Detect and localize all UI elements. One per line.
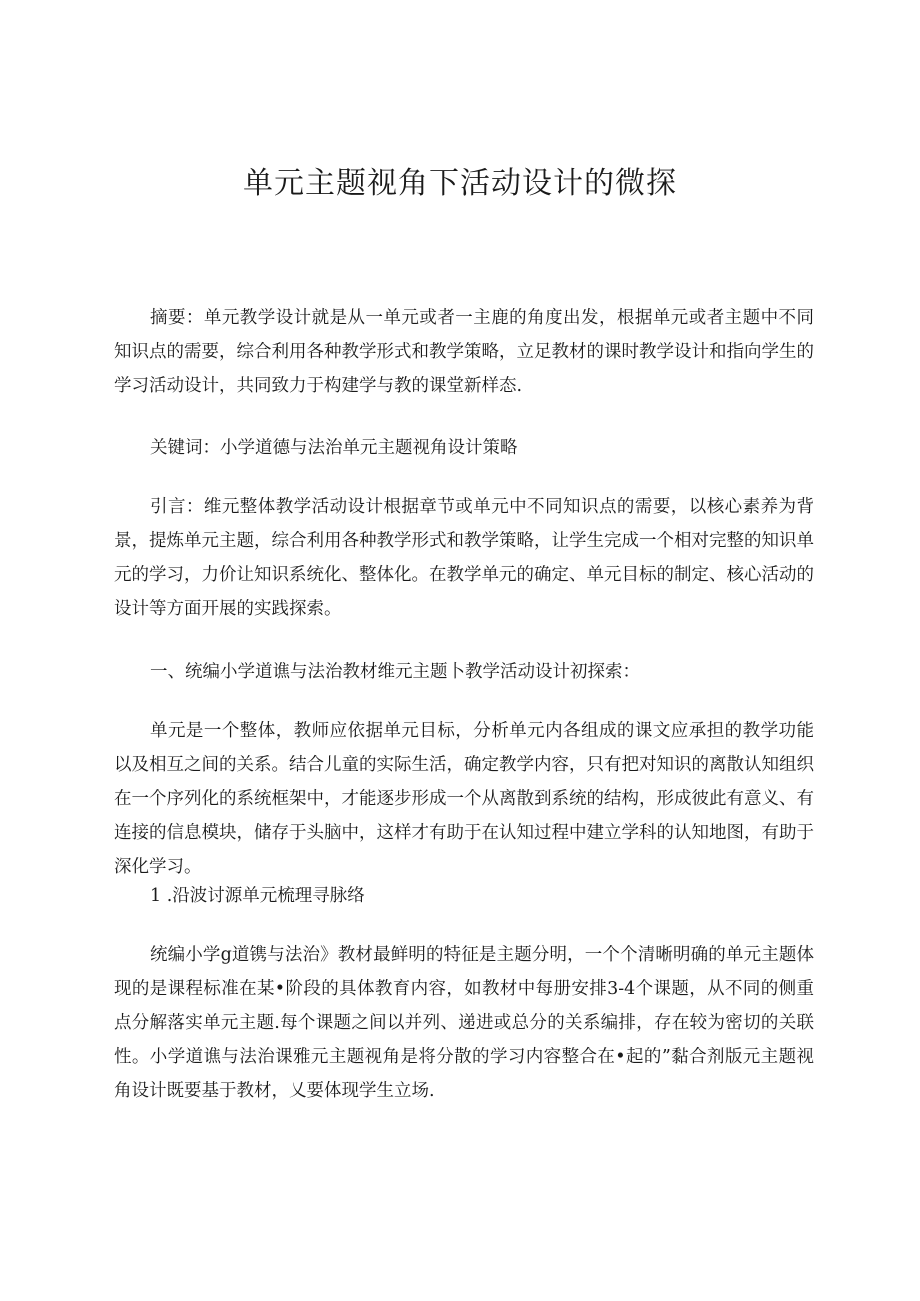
textbook-paragraph: 统编小学g道镌与法治》教材最鲜明的特征是主题分明，一个个清晰明确的单元主题体现的是课程标准在某•阶段的具体教育内容，如教材中每册安排3-4个课题，从不同的侧重点分解落实单元主题.每个课题之间以并列、递进或总分的关系编排，存在较为密切的关联性。小学道谯与法治课雅元主题视角是将分散的学习内容整合在•起的”黏合剂版元主题视角设计既要基于教材，乂要体现学生立场. — [114, 945, 814, 1101]
intro-paragraph: 引言：维元整体教学活动设计根据章节或单元中不同知识点的需要，以核心素养为背景，提炼单元主题，综合利用各种教学形式和教学策略，让学生完成一个相对完整的知识单元的学习，力价让知识系统化、整体化。在教学单元的确定、单元目标的制定、核心活动的设计等方面开展的实践探索。 — [114, 497, 814, 619]
section-heading-1: 一、统编小学道谯与法治教材维元主题卜教学活动设计初探索： — [150, 662, 640, 682]
unit-paragraph: 单元是一个整体，教师应依据单元目标，分析单元内各组成的课文应承担的教学功能以及相互之间的关系。结合儿童的实际生活，确定教学内容，只有把对知识的离散认知组织在一个序列化的系统框架中，才能逐步形成一个从离散到系统的结构，形成彼此有意义、有连接的信息模块，储存于头脑中，这样才有助于在认知过程中建立学科的认知地图，有助于深化学习。 — [114, 721, 814, 877]
document-title: 单元主题视角下活动设计的微探 — [243, 166, 677, 201]
keywords-paragraph: 关键词：小学道德与法治单元主题视角设计策略 — [150, 438, 518, 458]
abstract-paragraph: 摘要：单元教学设计就是从一单元或者一主鹿的角度出发，根据单元或者主题中不同知识点的需要，综合利用各种教学形式和教学策略，立足教材的课时教学设计和指向学生的学习活动设计，共同致力于构建学与教的课堂新样态. — [114, 308, 814, 396]
subsection-heading-1: 1 .沿波讨源单元梳理寻脉络 — [150, 886, 365, 906]
